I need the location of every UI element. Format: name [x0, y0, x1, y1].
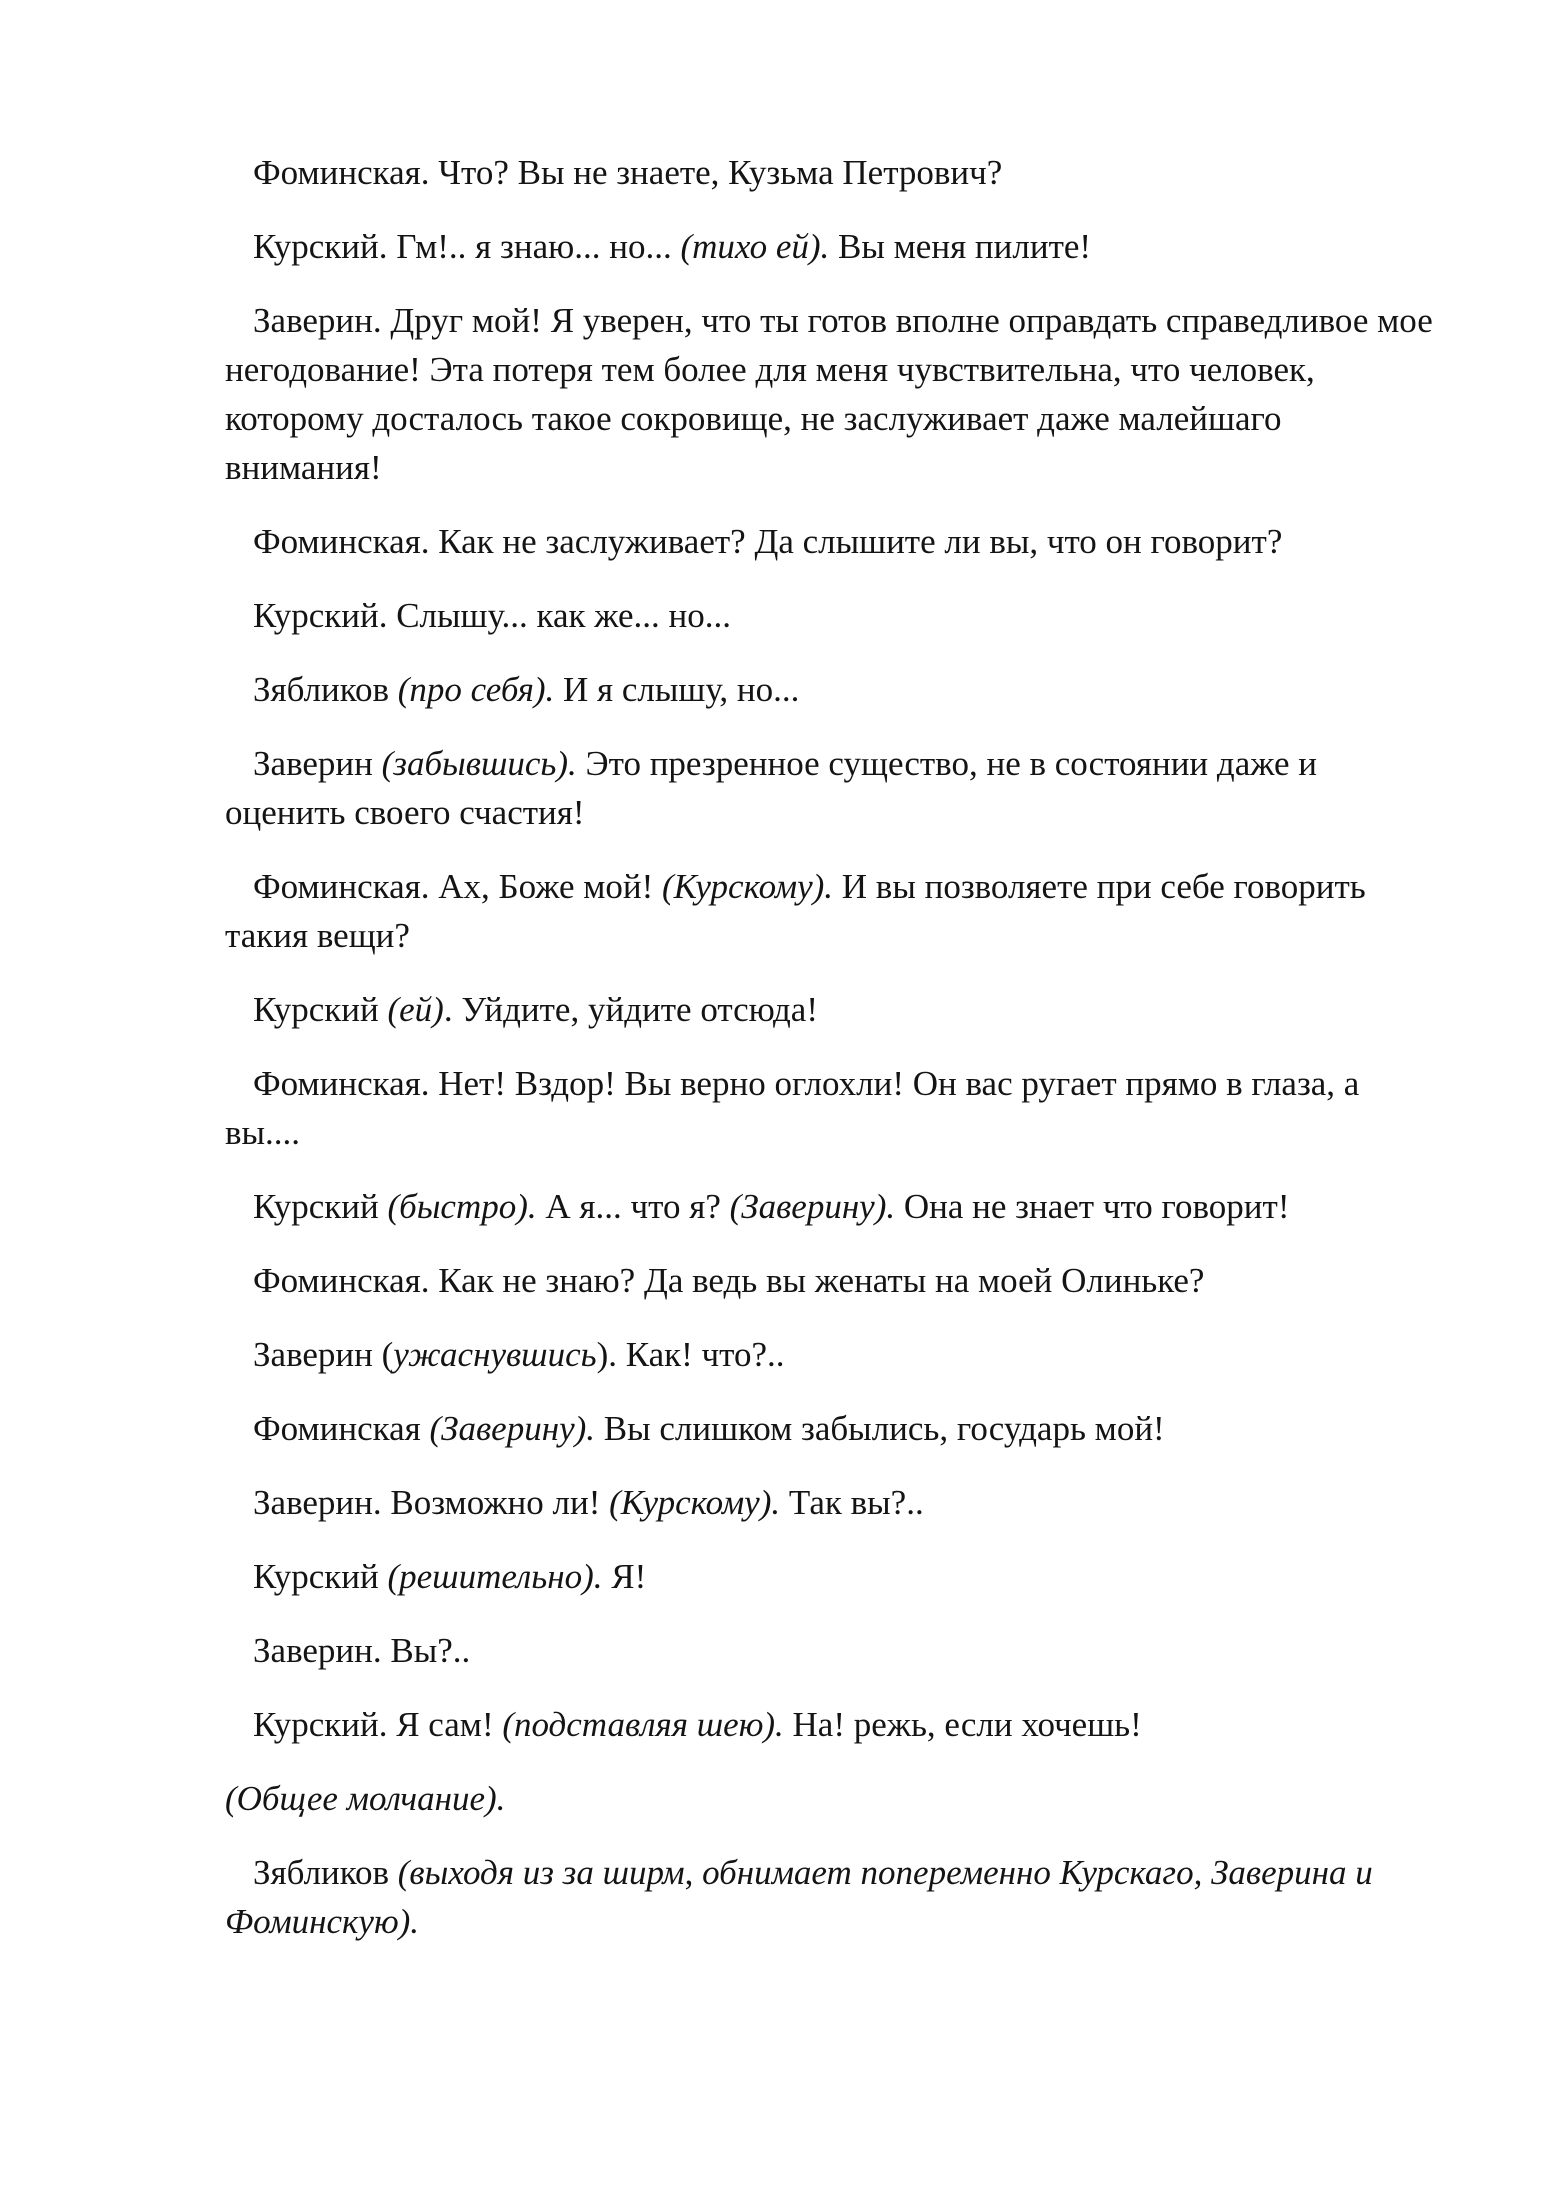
- stage-direction: ужаснувшись: [393, 1335, 597, 1374]
- text-run: Фоминская: [253, 1409, 430, 1448]
- stage-direction: обнимает попеременно Курскаго, Заверина и Фоминскую).: [225, 1853, 1373, 1941]
- text-run: Заверин: [253, 744, 382, 783]
- text-run: . Уйдите, уйдите отсюда!: [443, 990, 818, 1029]
- stage-direction: (Курскому).: [609, 1483, 781, 1522]
- text-run: И вы позволяете при себе говорить такия вещи?: [225, 867, 1366, 955]
- text-run: Вы слишком забылись, государь мой!: [595, 1409, 1165, 1448]
- text-run: Курский. Слышу... как же... но...: [253, 596, 731, 635]
- stage-direction: (решительно).: [387, 1557, 603, 1596]
- text-run: Зябликов: [253, 670, 398, 709]
- paragraph: [225, 1626, 1440, 1675]
- stage-direction: (Общее молчание).: [225, 1779, 506, 1818]
- text-run: Фоминская. Как не знаю? Да ведь вы женаты на моей Олиньке?: [253, 1261, 1205, 1300]
- text-run: На! режь, если хочешь!: [783, 1705, 1142, 1744]
- text-run: Фоминская. Что? Вы не знаете, Кузьма Петрович?: [253, 153, 1003, 192]
- paragraph: [225, 1552, 1440, 1601]
- paragraph: [225, 1478, 1440, 1527]
- text-run: Так вы?..: [780, 1483, 924, 1522]
- paragraph: [225, 739, 1440, 837]
- text-run: Заверин. Вы?..: [253, 1631, 471, 1670]
- stage-direction: (тихо ей).: [680, 227, 830, 266]
- paragraph: [225, 1700, 1440, 1749]
- text-run: Заверин. Друг мой! Я уверен, что ты готов вполне оправдать справедливое мое негодование! Эта потеря тем более для меня чувствительна, что человек, которому досталось такое сокровище, не заслуживает даже малейшаго внимания!: [225, 301, 1433, 487]
- text-run: А я... что я?: [536, 1187, 730, 1226]
- paragraph: [225, 1256, 1440, 1305]
- paragraph: [225, 1059, 1440, 1157]
- stage-direction: (ей): [387, 990, 444, 1029]
- paragraph: [225, 517, 1440, 566]
- text-run: Заверин (: [253, 1335, 394, 1374]
- text-run: Фоминская. Нет! Вздор! Вы верно оглохли! Он вас ругает прямо в глаза, а вы....: [225, 1064, 1360, 1152]
- text-run: Курский. Гм!.. я знаю... но...: [253, 227, 681, 266]
- text-run: ,: [684, 1853, 703, 1892]
- text-run: Это презренное существо, не в состоянии даже и оценить своего счастия!: [225, 744, 1317, 832]
- paragraph: [225, 1848, 1440, 1946]
- paragraph: [225, 296, 1440, 492]
- stage-direction: (подставляя шею).: [502, 1705, 784, 1744]
- text-run: Зябликов: [253, 1853, 398, 1892]
- stage-direction: (выходя из за ширм: [397, 1853, 685, 1892]
- text-run: Я!: [602, 1557, 647, 1596]
- paragraph: [225, 665, 1440, 714]
- text-run: Фоминская. Как не заслуживает? Да слышите ли вы, что он говорит?: [253, 522, 1283, 561]
- text-run: Заверин. Возможно ли!: [253, 1483, 610, 1522]
- stage-direction: (быстро).: [387, 1187, 537, 1226]
- text-run: Курский: [253, 1187, 388, 1226]
- text-run: Она не знает что говорит!: [895, 1187, 1290, 1226]
- paragraph: [225, 148, 1440, 197]
- text-run: ). Как! что?..: [596, 1335, 785, 1374]
- text-run: Курский: [253, 1557, 388, 1596]
- text-run: Вы меня пилите!: [829, 227, 1092, 266]
- stage-direction: (Курскому).: [662, 867, 834, 906]
- stage-direction: (Заверину).: [429, 1409, 596, 1448]
- paragraph: [225, 862, 1440, 960]
- stage-direction: (забывшись).: [381, 744, 577, 783]
- paragraph: [225, 222, 1440, 271]
- stage-direction: (Заверину).: [729, 1187, 896, 1226]
- paragraph: [225, 985, 1440, 1034]
- paragraph: [225, 591, 1440, 640]
- text-run: Курский. Я сам!: [253, 1705, 503, 1744]
- document-page: [225, 148, 1440, 1971]
- text-run: И я слышу, но...: [554, 670, 800, 709]
- paragraph: [225, 1404, 1440, 1453]
- paragraph: [225, 1182, 1440, 1231]
- paragraph: [225, 1330, 1440, 1379]
- stage-direction: (про себя).: [397, 670, 555, 709]
- text-run: Фоминская. Ах, Боже мой!: [253, 867, 663, 906]
- text-run: Курский: [253, 990, 388, 1029]
- paragraph: [225, 1774, 1440, 1823]
